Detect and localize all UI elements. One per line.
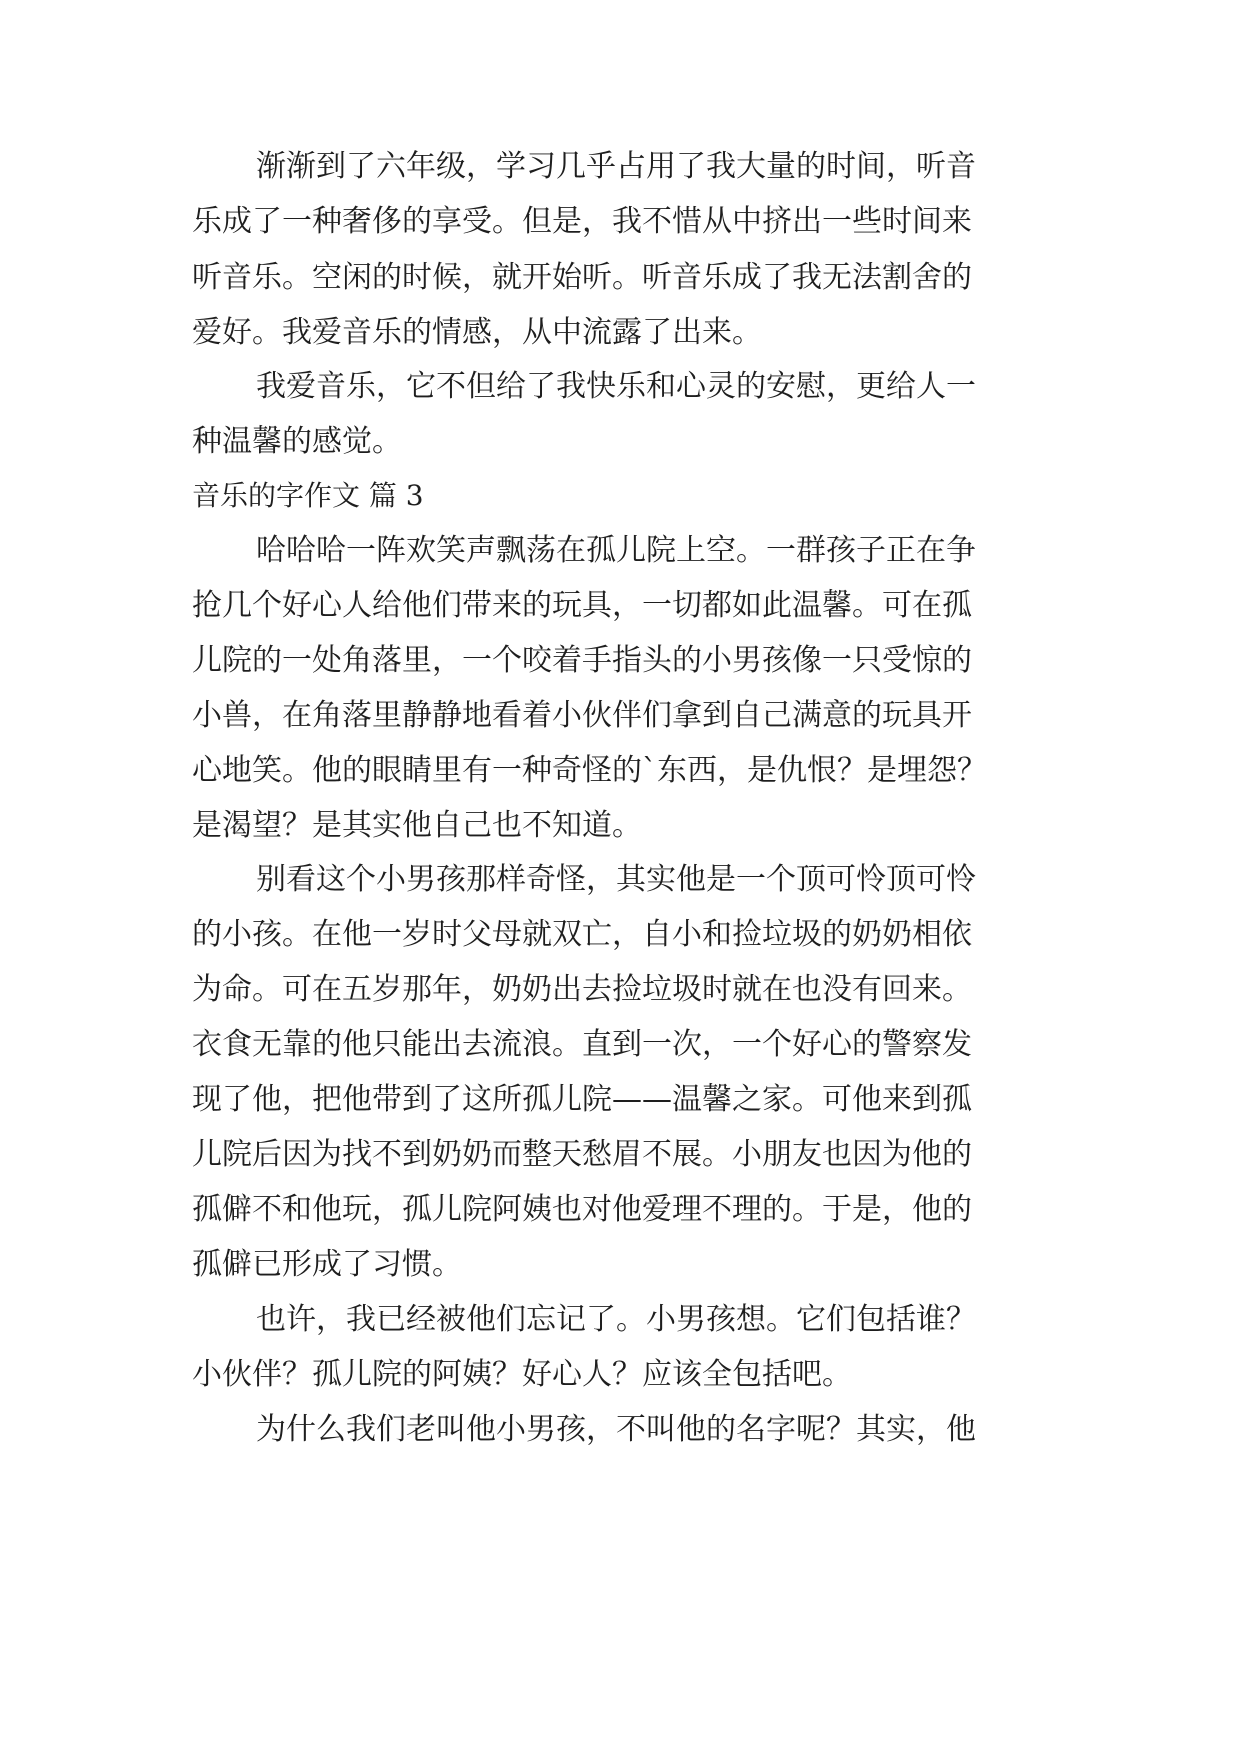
text-line: 为什么我们老叫他小男孩，不叫他的名字呢？其实，他 [256,1412,976,1447]
text-line: 种温馨的感觉。 [192,424,402,459]
heading-line: 音乐的字作文 篇 3 [192,479,424,512]
text-line: 心地笑。他的眼睛里有一种奇怪的`东西，是仇恨？是埋怨？ [192,753,987,788]
text-line: 孤僻已形成了习惯。 [192,1247,462,1282]
text-line: 为命。可在五岁那年，奶奶出去捡垃圾时就在也没有回来。 [192,972,972,1007]
text-line: 也许，我已经被他们忘记了。小男孩想。它们包括谁？ [256,1302,976,1337]
text-line: 儿院的一处角落里，一个咬着手指头的小男孩像一只受惊的 [192,643,972,678]
text-line: 哈哈哈一阵欢笑声飘荡在孤儿院上空。一群孩子正在争 [256,533,976,568]
text-line: 我爱音乐，它不但给了我快乐和心灵的安慰，更给人一 [256,369,976,404]
text-line: 听音乐。空闲的时候，就开始听。听音乐成了我无法割舍的 [192,260,972,295]
text-line: 别看这个小男孩那样奇怪，其实他是一个顶可怜顶可怜 [256,862,976,897]
text-line: 衣食无靠的他只能出去流浪。直到一次，一个好心的警察发 [192,1027,972,1062]
text-line: 现了他，把他带到了这所孤儿院——温馨之家。可他来到孤 [192,1082,972,1117]
text-line: 乐成了一种奢侈的享受。但是，我不惜从中挤出一些时间来 [192,204,972,239]
text-line: 渐渐到了六年级，学习几乎占用了我大量的时间，听音 [256,149,976,184]
text-line: 小兽，在角落里静静地看着小伙伴们拿到自己满意的玩具开 [192,698,972,733]
text-line: 小伙伴？孤儿院的阿姨？好心人？应该全包括吧。 [192,1357,852,1392]
text-line: 的小孩。在他一岁时父母就双亡，自小和捡垃圾的奶奶相依 [192,917,972,952]
text-line: 是渴望？是其实他自己也不知道。 [192,808,642,843]
text-line: 儿院后因为找不到奶奶而整天愁眉不展。小朋友也因为他的 [192,1137,972,1172]
text-line: 孤僻不和他玩，孤儿院阿姨也对他爱理不理的。于是，他的 [192,1192,972,1227]
text-line: 抢几个好心人给他们带来的玩具，一切都如此温馨。可在孤 [192,588,972,623]
text-line: 爱好。我爱音乐的情感，从中流露了出来。 [192,315,762,350]
